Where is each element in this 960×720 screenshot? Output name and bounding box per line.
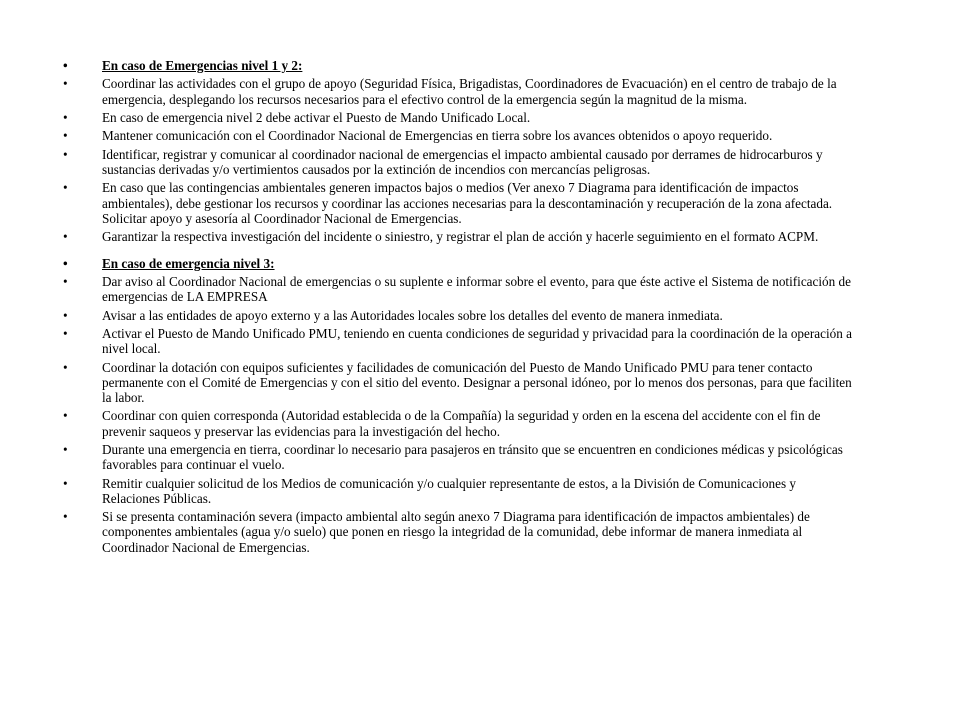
list-item-text: Coordinar con quien corresponda (Autoridad establecida o de la Compañía) la seguridad y orden en la escena del accidente con el fin de prevenir saqueos y preservar las evidencias para la investigación del hecho. bbox=[102, 408, 821, 439]
list-item-text: Garantizar la respectiva investigación del incidente o siniestro, y registrar el plan de acción y hacerle seguimiento en el formato ACPM. bbox=[102, 229, 819, 245]
bullet-icon: • bbox=[63, 128, 68, 144]
list-item bbox=[62, 180, 852, 226]
list-item-text: Avisar a las entidades de apoyo externo y a las Autoridades locales sobre los detalles del evento de manera inmediata. bbox=[102, 307, 723, 323]
bullet-icon: • bbox=[63, 441, 68, 457]
heading-text: En caso de emergencia nivel 3: bbox=[102, 255, 275, 271]
bullet-icon: • bbox=[63, 58, 68, 73]
bullet-icon: • bbox=[63, 359, 68, 375]
bullet-icon: • bbox=[63, 255, 68, 271]
bullet-icon: • bbox=[63, 475, 68, 491]
section-heading bbox=[62, 256, 852, 271]
list-item-text: Coordinar la dotación con equipos suficientes y facilidades de comunicación del Puesto de Mando Unificado PMU para tener contacto permanente con el Comité de Emergencias y con el sitio del evento. Designar a personal idóneo, por lo menos dos personas, para que faciliten la labor. bbox=[102, 359, 852, 405]
heading-text: En caso de Emergencias nivel 1 y 2: bbox=[102, 58, 303, 73]
list-item bbox=[62, 476, 852, 506]
list-item bbox=[62, 308, 852, 323]
bullet-icon: • bbox=[63, 180, 68, 196]
section-list-nivel-1-2 bbox=[62, 58, 852, 244]
list-item bbox=[62, 442, 852, 472]
section-list-nivel-3 bbox=[62, 256, 852, 555]
list-item-text: Mantener comunicación con el Coordinador Nacional de Emergencias en tierra sobre los avances obtenidos o apoyo requerido. bbox=[102, 128, 773, 144]
list-item-text: Coordinar las actividades con el grupo de apoyo (Seguridad Física, Brigadistas, Coordinadores de Evacuación) en el centro de trabajo de la emergencia, desplegando los recursos necesarios para el efectivo control de la emergencia según la magnitud de la misma. bbox=[102, 76, 837, 107]
list-item bbox=[62, 147, 852, 177]
list-item bbox=[62, 110, 852, 125]
list-item-text: Durante una emergencia en tierra, coordinar lo necesario para pasajeros en tránsito que se encuentren en condiciones médicas y psicológicas favorables para continuar el vuelo. bbox=[102, 441, 843, 473]
section-heading bbox=[62, 58, 852, 73]
bullet-icon: • bbox=[63, 408, 68, 424]
list-item bbox=[62, 274, 852, 304]
list-item bbox=[62, 326, 852, 356]
bullet-icon: • bbox=[63, 109, 68, 125]
section-divider bbox=[62, 248, 852, 256]
list-item bbox=[62, 76, 852, 106]
list-item-text: En caso que las contingencias ambientales generen impactos bajos o medios (Ver anexo 7 Diagrama para identificación de impactos ambientales), debe gestionar los recursos y coordinar las acciones necesarias para la descontaminación y recuperación de la zona afectada. Solicitar apoyo y asesoría al Coordinador Nacional de Emergencias. bbox=[102, 180, 833, 226]
bullet-icon: • bbox=[63, 146, 68, 162]
bullet-icon: • bbox=[63, 76, 68, 92]
list-item-text: Activar el Puesto de Mando Unificado PMU, teniendo en cuenta condiciones de seguridad y privacidad para la coordinación de la operación a nivel local. bbox=[102, 325, 852, 357]
list-item bbox=[62, 509, 852, 555]
bullet-icon: • bbox=[63, 509, 68, 525]
list-item-text: En caso de emergencia nivel 2 debe activar el Puesto de Mando Unificado Local. bbox=[102, 109, 531, 125]
list-item-text: Remitir cualquier solicitud de los Medios de comunicación y/o cualquier representante de estos, a la División de Comunicaciones y Relaciones Públicas. bbox=[102, 475, 796, 506]
list-item-text: Si se presenta contaminación severa (impacto ambiental alto según anexo 7 Diagrama para identificación de impactos ambientales) de componentes ambientales (agua y/o suelo) que ponen en riesgo la integridad de la comunidad, debe informar de manera inmediata al Coordinador Nacional de Emergencias. bbox=[102, 509, 810, 555]
list-item bbox=[62, 408, 852, 438]
bullet-icon: • bbox=[63, 273, 68, 289]
bullet-icon: • bbox=[63, 325, 68, 341]
bullet-icon: • bbox=[63, 307, 68, 323]
bullet-icon: • bbox=[63, 229, 68, 245]
list-item bbox=[62, 229, 852, 244]
list-item-text: Identificar, registrar y comunicar al coordinador nacional de emergencias el impacto ambiental causado por derrames de hidrocarburos y sustancias derivadas y/o vertimientos causados por la extinción de incendios con mercancías peligrosas. bbox=[102, 146, 823, 177]
slide-content bbox=[62, 58, 852, 558]
list-item bbox=[62, 128, 852, 143]
list-item bbox=[62, 360, 852, 406]
list-item-text: Dar aviso al Coordinador Nacional de emergencias o su suplente e informar sobre el evento, para que éste active el Sistema de notificación de emergencias de LA EMPRESA bbox=[102, 273, 851, 305]
